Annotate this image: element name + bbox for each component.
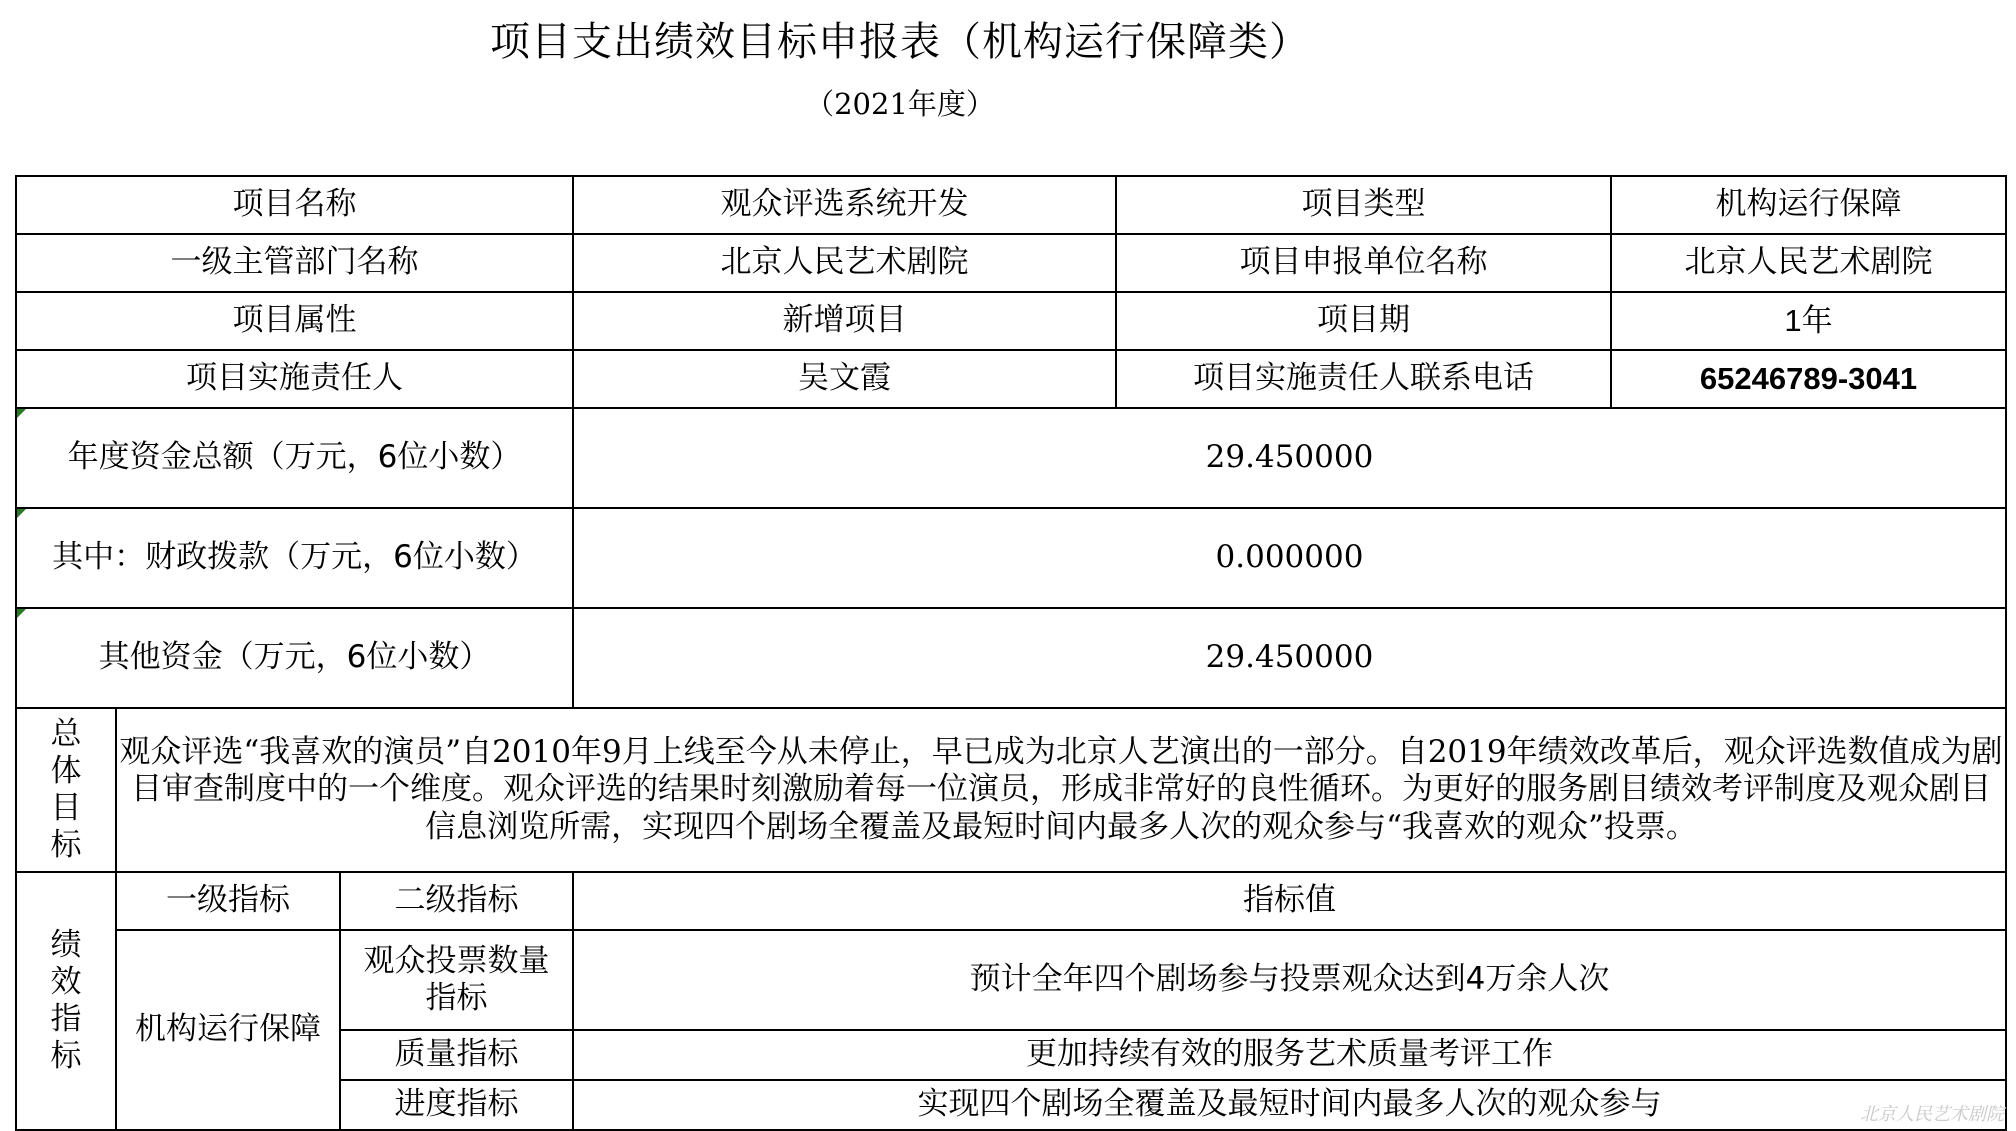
report-year: （2021年度） xyxy=(805,87,995,121)
watermark-stamp: 北京人民艺术剧院 xyxy=(1860,1104,2004,1125)
period-label: 项目期 xyxy=(1116,292,1611,350)
table-row xyxy=(16,608,2006,708)
overall-goal-char: 标 xyxy=(50,827,82,864)
level1-indicator: 机构运行保障 xyxy=(116,930,340,1130)
total-funds-label: 年度资金总额（万元，6位小数） xyxy=(16,408,573,508)
total-funds-value: 29.450000 xyxy=(573,408,2006,508)
other-funds-value: 29.450000 xyxy=(573,608,2006,708)
table-row xyxy=(16,292,2006,350)
project-type-value: 机构运行保障 xyxy=(1611,176,2006,234)
col-level1-header: 一级指标 xyxy=(116,872,340,930)
unit-label: 项目申报单位名称 xyxy=(1116,234,1611,292)
performance-form-table xyxy=(15,175,2007,1131)
indicator-char: 标 xyxy=(50,1038,82,1075)
table-row xyxy=(16,708,2006,872)
overall-goal-char: 目 xyxy=(50,790,82,826)
overall-goal-label xyxy=(16,708,116,872)
owner-value: 吴文霞 xyxy=(573,350,1116,408)
col-value-header: 指标值 xyxy=(573,872,2006,930)
col-level2-header: 二级指标 xyxy=(340,872,573,930)
level2-indicator-line: 指标 xyxy=(425,980,488,1016)
other-funds-label: 其他资金（万元，6位小数） xyxy=(16,608,573,708)
indicator-value: 实现四个剧场全覆盖及最短时间内最多人次的观众参与 xyxy=(573,1080,2006,1130)
indicator-char: 效 xyxy=(50,963,82,1000)
table-row xyxy=(16,408,2006,508)
level2-indicator xyxy=(340,930,573,1030)
table-row xyxy=(16,234,2006,292)
attr-value: 新增项目 xyxy=(573,292,1116,350)
table-row xyxy=(16,872,2006,930)
phone-label: 项目实施责任人联系电话 xyxy=(1116,350,1611,408)
indicator-char: 绩 xyxy=(50,926,82,963)
table-row xyxy=(16,508,2006,608)
project-name-value: 观众评选系统开发 xyxy=(573,176,1116,234)
page-title: 项目支出绩效目标申报表（机构运行保障类） xyxy=(490,19,1310,65)
indicator-value: 更加持续有效的服务艺术质量考评工作 xyxy=(573,1030,2006,1080)
overall-goal-text: 观众评选“我喜欢的演员”自2010年9月上线至今从未停止，早已成为北京人艺演出的一部分。自2019年绩效改革后，观众评选数值成为剧目审查制度中的一个维度。观众评选的结果时刻激励着每一位演员，形成非常好的良性循环。为更好的服务剧目绩效考评制度及观众剧目信息浏览所需，实现四个剧场全覆盖及最短时间内最多人次的观众参与“我喜欢的观众”投票。 xyxy=(116,708,2006,872)
table-row xyxy=(16,176,2006,234)
overall-goal-char: 体 xyxy=(50,752,82,789)
owner-label: 项目实施责任人 xyxy=(16,350,573,408)
indicator-char: 指 xyxy=(50,1001,82,1037)
project-name-label: 项目名称 xyxy=(16,176,573,234)
dept-value: 北京人民艺术剧院 xyxy=(573,234,1116,292)
fiscal-funds-value: 0.000000 xyxy=(573,508,2006,608)
period-value: 1年 xyxy=(1611,292,2006,350)
dept-label: 一级主管部门名称 xyxy=(16,234,573,292)
attr-label: 项目属性 xyxy=(16,292,573,350)
level2-indicator: 质量指标 xyxy=(340,1030,573,1080)
fiscal-funds-label: 其中：财政拨款（万元，6位小数） xyxy=(16,508,573,608)
table-row xyxy=(16,350,2006,408)
project-type-label: 项目类型 xyxy=(1116,176,1611,234)
indicator-label xyxy=(16,872,116,1130)
unit-value: 北京人民艺术剧院 xyxy=(1611,234,2006,292)
level2-indicator-line: 观众投票数量 xyxy=(363,942,550,979)
indicator-value: 预计全年四个剧场参与投票观众达到4万余人次 xyxy=(573,930,2006,1030)
table-row xyxy=(16,930,2006,1030)
level2-indicator: 进度指标 xyxy=(340,1080,573,1130)
overall-goal-char: 总 xyxy=(50,715,82,752)
phone-value: 65246789-3041 xyxy=(1611,350,2006,408)
